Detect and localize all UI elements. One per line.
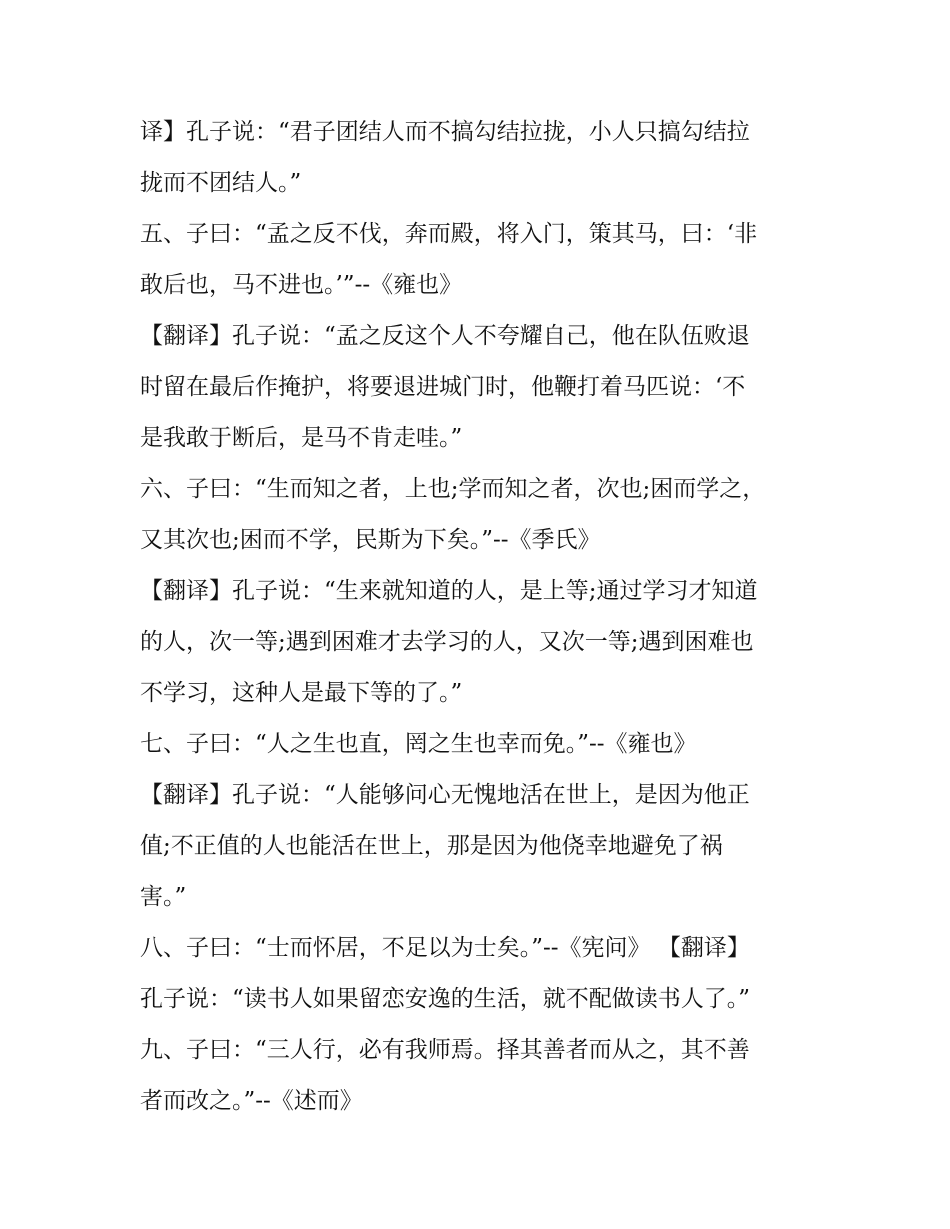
text-line: 的人，次一等;遇到困难才去学习的人，又次一等;遇到困难也: [140, 629, 754, 655]
document-body: [140, 107, 810, 1127]
text-line: 九、子曰：“三人行，必有我师焉。择其善者而从之，其不善: [140, 1037, 750, 1063]
text-line: 七、子曰：“人之生也直，罔之生也幸而免。”--《雍也》: [140, 731, 697, 757]
text-line: 【翻译】孔子说：“生来就知道的人，是上等;通过学习才知道: [140, 578, 758, 604]
text-line: 六、子曰：“生而知之者，上也;学而知之者，次也;困而学之，: [140, 476, 766, 502]
text-line: 时留在最后作掩护，将要退进城门时，他鞭打着马匹说：‘不: [140, 374, 746, 400]
text-line: 又其次也;困而不学，民斯为下矣。”--《季氏》: [140, 527, 601, 553]
text-line: 害。”: [140, 884, 187, 910]
text-line: 是我敢于断后，是马不肯走哇。”: [140, 425, 463, 451]
text-line: 拢而不团结人。”: [140, 170, 302, 196]
text-line: 孔子说：“读书人如果留恋安逸的生活，就不配做读书人了。”: [140, 986, 751, 1012]
text-line: 五、子曰：“孟之反不伐，奔而殿，将入门，策其马，曰：‘非: [140, 221, 758, 247]
text-line: 【翻译】孔子说：“人能够问心无愧地活在世上，是因为他正: [140, 782, 750, 808]
text-line: 译】孔子说：“君子团结人而不搞勾结拉拢，小人只搞勾结拉: [140, 119, 750, 145]
text-line: 值;不正值的人也能活在世上，那是因为他侥幸地避免了祸: [140, 833, 723, 859]
text-line: 敢后也，马不进也。’”--《雍也》: [140, 272, 463, 298]
text-line: 【翻译】孔子说：“孟之反这个人不夸耀自己，他在队伍败退: [140, 323, 750, 349]
text-line: 不学习，这种人是最下等的了。”: [140, 680, 463, 706]
text-line: 者而改之。”--《述而》: [140, 1088, 363, 1114]
text-line: 八、子曰：“士而怀居，不足以为士矣。”--《宪问》 【翻译】: [140, 935, 750, 961]
